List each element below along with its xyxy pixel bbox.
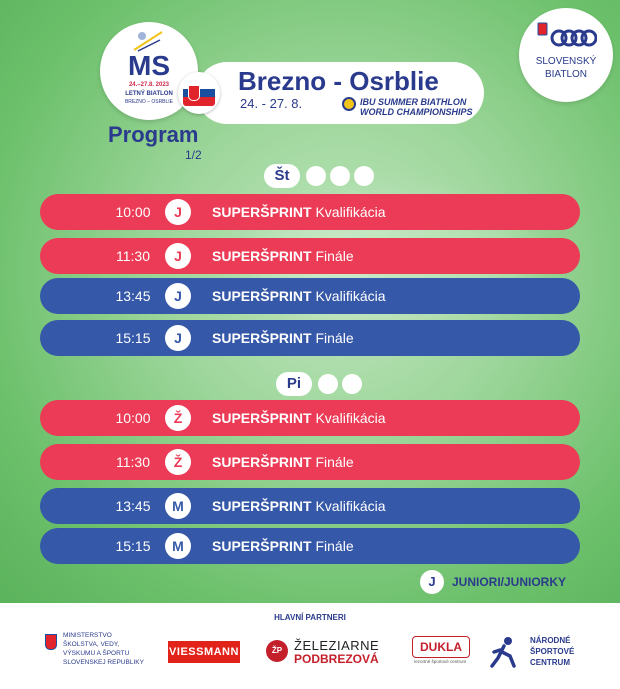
event-name: SUPERŠPRINT [212,498,312,514]
event-title [212,194,386,230]
ibu-line1: IBU SUMMER BIATHLON [360,97,467,107]
event-row [40,320,580,356]
ministry-line2: ŠKOLSTVA, VEDY, [63,641,120,648]
coat-of-arms-icon [45,634,57,650]
zeleziarne-logo [266,636,406,668]
event-time: 13:45 [115,498,151,514]
event-row [40,400,580,436]
viessmann-logo: VIESSMANN [168,641,240,663]
category-badge: J [165,325,191,351]
event-phase: Kvalifikácia [315,288,386,304]
event-phase: Finále [315,248,354,264]
event-phase: Kvalifikácia [315,204,386,220]
event-name: SUPERŠPRINT [212,410,312,426]
partners-title: HLAVNÍ PARTNERI [274,613,346,622]
federation-line1: SLOVENSKÝ [535,56,597,67]
slovensky-biatlon-logo [519,8,613,102]
event-time: 10:00 [115,410,151,426]
ms-logo-line2: BREZNO – OSRBLIE [124,99,174,105]
event-phase: Finále [315,538,354,554]
event-name: SUPERŠPRINT [212,454,312,470]
city-title: Brezno - Osrblie [238,66,439,96]
event-row [40,488,580,524]
nsc-line2: ŠPORTOVÉ [530,647,575,656]
event-time: 11:30 [116,454,150,470]
page-indicator: 1/2 [185,148,202,162]
event-name: SUPERŠPRINT [212,538,312,554]
zp-icon: ŽP [266,640,288,662]
event-row [40,444,580,480]
event-row [40,528,580,564]
nsc-line1: NÁRODNÉ [530,636,571,645]
nsc-line3: CENTRUM [530,658,570,667]
event-title [212,238,354,274]
event-row [40,194,580,230]
biathlete-icon [132,30,164,52]
ministry-line3: VÝSKUMU A ŠPORTU [63,650,130,657]
slovak-flag-badge [178,72,220,114]
federation-line2: BIATLON [544,69,588,80]
category-badge: Ž [165,449,191,475]
event-time: 10:00 [115,204,151,220]
ibu-line2: WORLD CHAMPIONSHIPS [360,107,473,117]
dukla-logo [410,634,470,670]
event-time: 13:45 [115,288,151,304]
event-dates: 24. - 27. 8. [240,96,303,111]
category-badge: J [165,283,191,309]
dukla-sub: rezortné športové centrum [413,659,467,664]
dot-icon [318,374,338,394]
event-time: 15:15 [115,330,151,346]
slovak-flag-icon [183,80,215,106]
event-name: SUPERŠPRINT [212,248,312,264]
event-title [212,278,386,314]
event-name: SUPERŠPRINT [212,330,312,346]
ibu-logo [342,97,482,121]
ms-logo-line1: LETNÝ BIATLON [125,91,173,97]
ministry-line1: MINISTERSTVO [63,632,112,639]
event-title [212,320,354,356]
legend-badge: J [420,570,444,594]
dot-icon [342,374,362,394]
event-phase: Kvalifikácia [315,410,386,426]
category-badge: M [165,533,191,559]
legend-text: JUNIORI/JUNIORKY [452,575,567,589]
dukla-name: DUKLA [412,636,470,658]
event-title [212,528,354,564]
event-title [212,444,354,480]
dot-icon [306,166,326,186]
ms-logo-title: MS [128,50,170,81]
event-row [40,278,580,314]
zeleziarne-line2: PODBREZOVÁ [294,652,379,666]
ibu-icon [342,97,356,111]
event-name: SUPERŠPRINT [212,288,312,304]
event-title [212,488,386,524]
dot-icon [330,166,350,186]
category-badge: J [165,243,191,269]
day-label: Pi [276,372,312,396]
ministry-line4: SLOVENSKEJ REPUBLIKY [63,659,144,666]
category-badge: J [165,199,191,225]
category-badge: Ž [165,405,191,431]
ms-logo-dates: 24.–27.8. 2023 [128,82,170,88]
event-title [212,400,386,436]
event-phase: Finále [315,454,354,470]
event-phase: Kvalifikácia [315,498,386,514]
event-name: SUPERŠPRINT [212,204,312,220]
event-time: 15:15 [115,538,151,554]
category-badge: M [165,493,191,519]
dot-icon [354,166,374,186]
event-phase: Finále [315,330,354,346]
zeleziarne-line1: ŽELEZIARNE [294,638,380,653]
event-time: 11:30 [116,248,150,264]
runner-icon [490,636,518,670]
program-title: Program [108,122,199,147]
biathlon-rings-icon [537,22,597,50]
nsc-logo [490,634,600,674]
ministry-logo [45,632,155,672]
event-row [40,238,580,274]
day-label: Št [264,164,300,188]
